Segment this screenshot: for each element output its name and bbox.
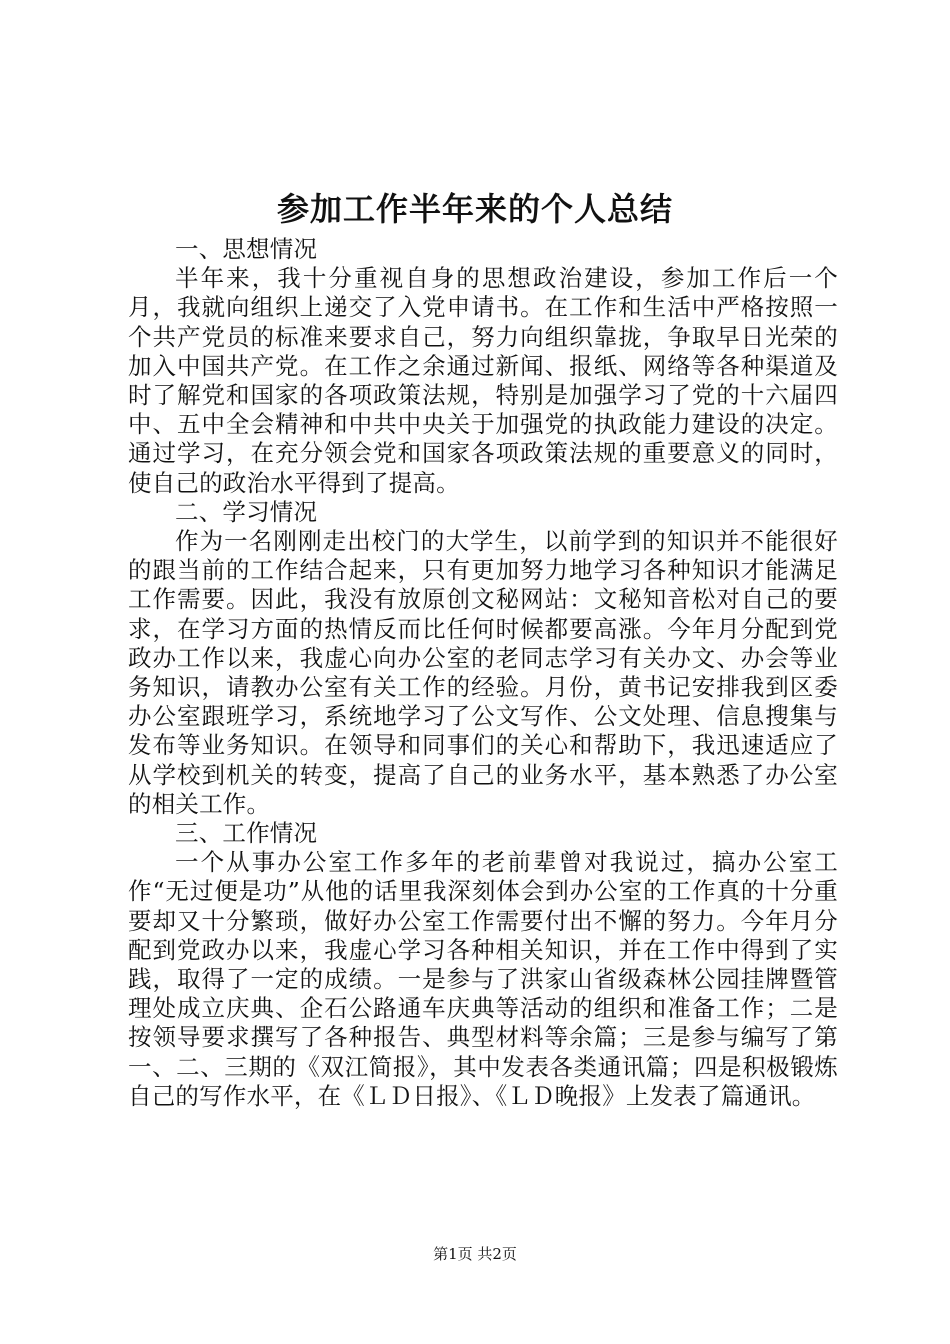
section-heading-thought: 一、思想情况 [175,235,318,263]
section-paragraph-study: 作为一名刚刚走出校门的大学生，以前学到的知识并不能很好的跟当前的工作结合起来，只有更加努力地学习各种知识才能满足工作需要。因此，我没有放原创文秘网站：文秘知音松对自己的要求，在学习方面的热情反而比任何时候都要高涨。今年月分配到党政办工作以来，我虚心向办公室的老同志学习有关办文、办会等业务知识，请教办公室有关工作的经验。月份，黄书记安排我到区委办公室跟班学习，系统地学习了公文写作、公文处理、信息搜集与发布等业务知识。在领导和同事们的关心和帮助下，我迅速适应了从学校到机关的转变，提高了自己的业务水平，基本熟悉了办公室的相关工作。 [128,527,838,818]
section-heading-study: 二、学习情况 [175,497,318,526]
section-paragraph-thought: 半年来，我十分重视自身的思想政治建设，参加工作后一个月，我就向组织上递交了入党申请书。在工作和生活中严格按照一个共产党员的标准来要求自己，努力向组织靠拢，争取早日光荣的加入中国共产党。在工作之余通过新闻、报纸、网络等各种渠道及时了解党和国家的各项政策法规，特别是加强学习了党的十六届四中、五中全会精神和中共中央关于加强党的执政能力建设的决定。通过学习，在充分领会党和国家各项政策法规的重要意义的同时，使自己的政治水平得到了提高。 [128,264,838,497]
document-body [128,235,838,1111]
section-heading-work: 三、工作情况 [175,819,318,848]
page-footer: 第1页 共2页 [433,1245,517,1263]
section-paragraph-work: 一个从事办公室工作多年的老前辈曾对我说过，搞办公室工作“无过便是功”从他的话里我深刻体会到办公室的工作真的十分重要却又十分繁琐，做好办公室工作需要付出不懈的努力。今年月分配到党政办以来，我虚心学习各种相关知识，并在工作中得到了实践，取得了一定的成绩。一是参与了洪家山省级森林公园挂牌暨管理处成立庆典、企石公路通车庆典等活动的组织和准备工作；二是按领导要求撰写了各种报告、典型材料等余篇；三是参与编写了第一、二、三期的《双江简报》，其中发表各类通讯篇；四是积极锻炼自己的写作水平，在《ＬＤ日报》、《ＬＤ晚报》上发表了篇通讯。 [128,848,838,1110]
document-title: 参加工作半年来的个人总结 [276,190,673,228]
